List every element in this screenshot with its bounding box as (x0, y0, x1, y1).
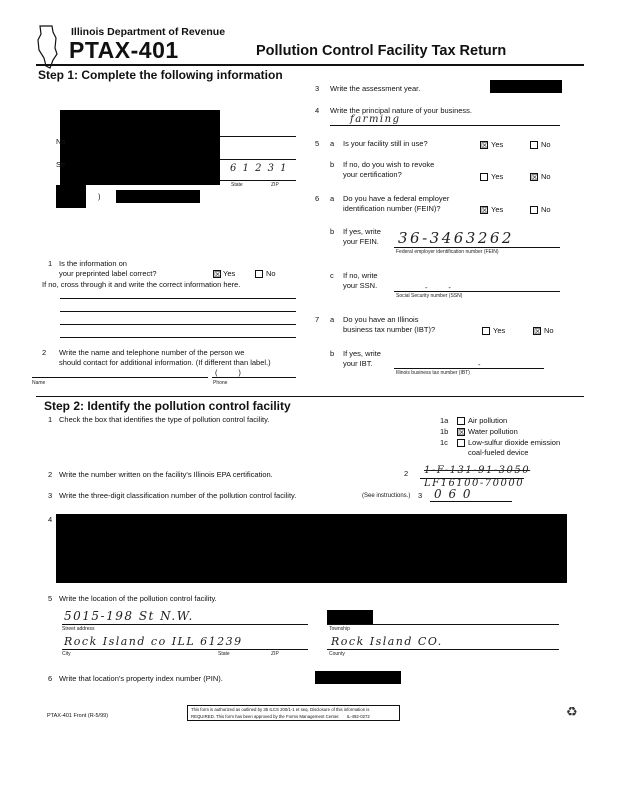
q2-number: 2 (42, 348, 47, 357)
q5a-letter: a (330, 139, 335, 148)
opt-1c-label1: Low-sulfur dioxide emission (468, 438, 561, 447)
q5b-line1: If no, do you wish to revoke (343, 160, 435, 169)
q7a-line2: business tax number (IBT)? (343, 325, 436, 334)
q4-line[interactable] (330, 125, 560, 126)
phone-paren: ) (98, 192, 101, 201)
opt-1a-checkbox[interactable] (457, 417, 465, 425)
q1-yes-label: Yes (223, 269, 236, 278)
q6b-line1: If yes, write (343, 227, 381, 236)
classification-answer: 0 6 0 (434, 487, 473, 501)
s2-i2-code: 2 (404, 469, 409, 478)
opt-1c-label2: coal-fueled device (468, 448, 529, 457)
caption-township: Township (329, 626, 350, 632)
q7b-line2: your IBT. (343, 359, 373, 368)
q6c-line1: If no, write (343, 271, 378, 280)
redacted-township[interactable] (327, 610, 373, 624)
q1-line2: your preprinted label correct? (59, 269, 157, 278)
notice-line-2: REQUIRED. This form has been approved by the Forms Management Center. IL-492-0272 (191, 713, 370, 719)
q5b-yes-checkbox[interactable] (480, 173, 488, 181)
q6b-line2: your FEIN. (343, 237, 379, 246)
q5a-text: Is your facility still in use? (343, 139, 428, 148)
authorization-notice (187, 705, 400, 721)
form-revision: PTAX-401 Front (R-5/99) (47, 713, 109, 719)
street-answer: 5015-198 St N.W. (64, 609, 194, 623)
q1-line1: Is the information on (59, 259, 127, 268)
redacted-name-address (60, 110, 220, 185)
caption-s2-state: State (218, 651, 230, 657)
q6a-yes-label: Yes (491, 205, 504, 214)
ssn-line[interactable] (394, 291, 560, 292)
q7a-no-checkbox[interactable]: ☒ (534, 327, 542, 336)
q7a-line1: Do you have an Illinois (343, 315, 419, 324)
q6a-letter: a (330, 194, 335, 203)
step2-heading: Step 2: Identify the pollution control facility (44, 399, 291, 413)
q6a-line2: identification number (FEIN)? (343, 204, 441, 213)
redacted-phone-number (116, 190, 200, 203)
q2-line1: Write the name and telephone number of the person we (59, 348, 245, 357)
q5b-yes-label: Yes (491, 172, 504, 181)
fein-answer: 36-3463262 (398, 229, 514, 247)
opt-1c-code: 1c (440, 438, 448, 447)
classification-line[interactable] (430, 501, 512, 502)
s2-i3-text: Write the three-digit classification number of the pollution control facility. (59, 491, 297, 500)
q7-number: 7 (315, 315, 320, 324)
s2-i1-number: 1 (48, 415, 53, 424)
q2-line2: should contact for additional information. (If different than label.) (59, 358, 271, 367)
q5-number: 5 (315, 139, 320, 148)
q7a-letter: a (330, 315, 335, 324)
form-id: PTAX-401 (69, 37, 179, 63)
notice-line-1: This form is authorized as outlined by 35 ILCS 200/1-1 et seq. Disclosure of this information is (191, 707, 370, 712)
opt-1a-code: 1a (440, 416, 449, 425)
contact-name-line[interactable] (32, 377, 208, 378)
township-line[interactable] (327, 624, 559, 625)
correction-line-2[interactable] (60, 311, 296, 312)
opt-1b-label: Water pollution (468, 427, 518, 436)
s2-i3-see: (See instructions.) (362, 493, 411, 499)
ibt-caption: Illinois business tax number (IBT) (396, 370, 470, 376)
q1-number: 1 (48, 259, 53, 268)
s2-i3-code: 3 (418, 491, 423, 500)
correction-line-4[interactable] (60, 337, 296, 338)
s2-i2-number: 2 (48, 470, 53, 479)
contact-phone-line[interactable] (212, 377, 296, 378)
opt-1a-label: Air pollution (468, 416, 508, 425)
q6c-letter: c (330, 271, 334, 280)
q6c-line2: your SSN. (343, 281, 378, 290)
header-rule (36, 64, 584, 66)
city-answer: Rock Island co ILL 61239 (64, 635, 243, 648)
s2-i4-number: 4 (48, 515, 53, 524)
q6-number: 6 (315, 194, 320, 203)
q2-phone-paren: ( ) (215, 368, 241, 377)
opt-1c-checkbox[interactable] (457, 439, 465, 447)
correction-line-3[interactable] (60, 324, 296, 325)
fein-line[interactable] (394, 247, 560, 248)
s2-i5-number: 5 (48, 594, 53, 603)
caption-phone: Phone (213, 380, 228, 386)
q7a-yes-checkbox[interactable] (482, 327, 490, 335)
zip-handwritten: 6 1 2 3 1 (230, 163, 289, 174)
q3-number: 3 (315, 84, 320, 93)
caption-city: City (62, 651, 71, 657)
s2-i5-text: Write the location of the pollution control facility. (59, 594, 217, 603)
q5a-no-checkbox[interactable] (530, 141, 538, 149)
q4-answer: farming (350, 114, 401, 125)
q1-yes-checkbox[interactable]: ☒ (214, 270, 222, 279)
ssn-caption: Social Security number (SSN) (396, 293, 463, 299)
q5a-no-label: No (541, 140, 551, 149)
q5b-line2: your certification? (343, 170, 402, 179)
q5b-letter: b (330, 160, 335, 169)
caption-zip: ZIP (271, 182, 279, 188)
city-line[interactable] (62, 649, 308, 650)
fein-caption: Federal employer identification number (FEIN) (396, 249, 499, 255)
q5b-no-label: No (541, 172, 551, 181)
redacted-assessment-year[interactable] (490, 80, 562, 93)
s2-i6-number: 6 (48, 674, 53, 683)
agency-name: Illinois Department of Revenue (71, 26, 226, 38)
redacted-pin[interactable] (315, 671, 401, 684)
q6a-line1: Do you have a federal employer (343, 194, 450, 203)
q4-text: Write the principal nature of your business. (330, 106, 473, 115)
correction-line-1[interactable] (60, 298, 296, 299)
q5a-yes-checkbox[interactable]: ☒ (481, 141, 489, 150)
opt-1b-code: 1b (440, 427, 449, 436)
caption-county: County (329, 651, 345, 657)
epa-number-answer: LF16100-70000 (424, 478, 525, 489)
s2-i1-text: Check the box that identifies the type of pollution control facility. (59, 415, 270, 424)
county-answer: Rock Island CO. (331, 635, 443, 648)
q6a-no-label: No (541, 205, 551, 214)
label-name-partial: Na (56, 137, 66, 146)
ssn-dashes: - - (425, 283, 451, 292)
s2-i3-number: 3 (48, 491, 53, 500)
redacted-facility-description (56, 514, 567, 583)
county-line[interactable] (327, 649, 559, 650)
opt-1b-checkbox[interactable]: ☒ (458, 428, 466, 437)
q7b-line1: If yes, write (343, 349, 381, 358)
step1-heading: Step 1: Complete the following information (38, 68, 283, 82)
name-line (220, 136, 296, 137)
form-title: Pollution Control Facility Tax Return (256, 43, 507, 59)
q5b-no-checkbox[interactable]: ☒ (531, 173, 539, 182)
redacted-phone-area (56, 185, 86, 208)
epa-number-struck: 1-F-131-91-3050 (424, 465, 531, 476)
s2-i2-text: Write the number written on the facility's Illinois EPA certification. (59, 470, 273, 479)
q5a-yes-label: Yes (491, 140, 504, 149)
q6b-letter: b (330, 227, 335, 236)
label-street-partial: Str (56, 160, 66, 169)
q6a-no-checkbox[interactable] (530, 206, 538, 214)
q7a-no-label: No (544, 326, 554, 335)
caption-s2-zip: ZIP (271, 651, 279, 657)
q1-line3: If no, cross through it and write the correct information here. (42, 280, 241, 289)
q1-no-label: No (266, 269, 276, 278)
street-address-line[interactable] (62, 624, 308, 625)
s2-i6-text: Write that location's property index number (PIN). (59, 674, 223, 683)
caption-street: Street address (62, 626, 95, 632)
citystate-line (220, 180, 296, 181)
ibt-dash: - (478, 360, 481, 369)
q6a-yes-checkbox[interactable]: ☒ (481, 206, 489, 215)
recycle-icon: ♻ (566, 705, 578, 720)
caption-state: State (231, 182, 243, 188)
q7b-letter: b (330, 349, 335, 358)
ibt-line[interactable] (394, 368, 544, 369)
street-line (220, 159, 296, 160)
q7a-yes-label: Yes (493, 326, 506, 335)
q3-text: Write the assessment year. (330, 84, 421, 93)
q1-no-checkbox[interactable] (255, 270, 263, 278)
step2-rule (36, 396, 584, 397)
caption-name: Name (32, 380, 46, 386)
q4-number: 4 (315, 106, 320, 115)
